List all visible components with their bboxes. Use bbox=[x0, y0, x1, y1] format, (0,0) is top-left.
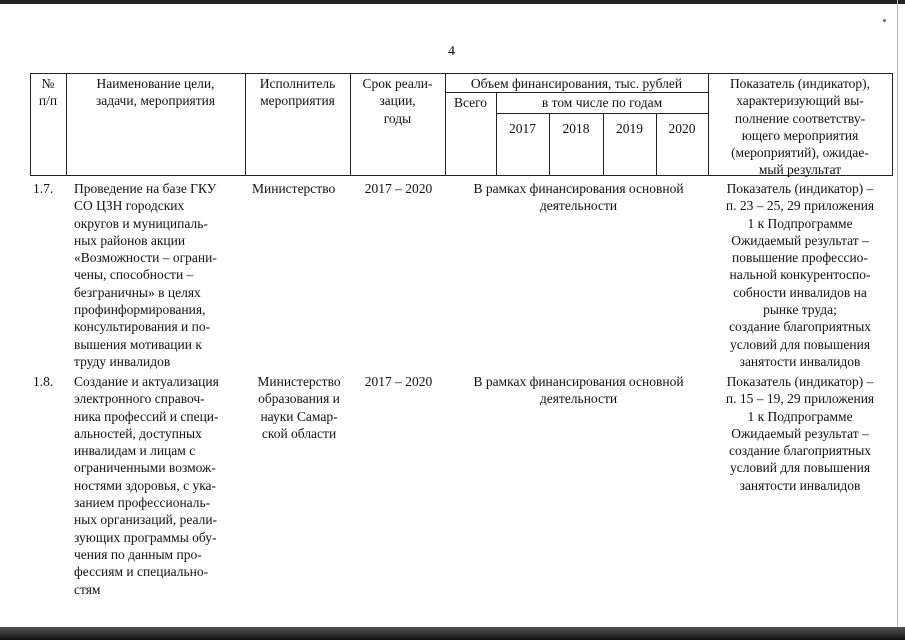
row-indicator: Показатель (индикатор) – п. 23 – 25, 29 приложения 1 к Подпрограмме Ожидаемый результат – повышение профессио- нальной конкурентоспо- собности инвалидов на рынке труда; создание благоприятных условий для повышения занятости инвалидов bbox=[725, 181, 875, 369]
header-total: Всего bbox=[453, 95, 488, 110]
row-name: Проведение на базе ГКУ СО ЦЗН городских округов и муниципаль- ных районов акции «Возможности – ограни- чены, способности – безграничны» в целях профинформирования, консультирования и по- вышения мотивации к труду инвалидов bbox=[74, 181, 217, 369]
header-name: Наименование цели, задачи, мероприятия bbox=[95, 76, 216, 109]
header-funding: Объем финансирования, тыс. рублей bbox=[470, 76, 683, 91]
row-name: Создание и актуализация электронного справоч- ника профессий и специ- альностей, доступных инвалидам и лицам с ограниченными возмож- ностями здоровья, с ука- занием профессиональ- ных организаций, реали- зующих программы обу- чения по данным про- фессиям и специально- стям bbox=[74, 374, 219, 597]
header-year-2019: 2019 bbox=[616, 121, 643, 136]
border-right bbox=[892, 73, 893, 176]
header-by-years: в том числе по годам bbox=[541, 95, 663, 110]
header-indicator: Показатель (индикатор), характеризующий вы- полнение соответству- ющего мероприятия (мероприятий), ожидае- мый результат bbox=[729, 76, 871, 178]
header-year-2018: 2018 bbox=[562, 121, 590, 136]
right-edge-line bbox=[897, 0, 898, 627]
years-sub-border bbox=[496, 113, 708, 114]
row-funding: В рамках финансирования основной деятельности bbox=[473, 374, 684, 407]
top-edge-line bbox=[0, 0, 905, 4]
row-funding: В рамках финансирования основной деятельности bbox=[473, 181, 684, 214]
row-no: 1.8. bbox=[33, 374, 54, 389]
bottom-scan-edge bbox=[0, 627, 905, 640]
row-term: 2017 – 2020 bbox=[364, 181, 433, 196]
row-executor: Министерство образования и науки Самар- ской области bbox=[257, 374, 341, 441]
header-no: № п/п bbox=[38, 76, 58, 109]
header-term: Срок реали- зации, годы bbox=[362, 76, 433, 126]
row-executor: Министерство bbox=[252, 181, 336, 196]
header-year-2017: 2017 bbox=[509, 121, 536, 136]
header-executor: Исполнитель мероприятия bbox=[259, 76, 336, 109]
row-no: 1.7. bbox=[33, 181, 54, 196]
row-term: 2017 – 2020 bbox=[364, 374, 433, 389]
table-top-border bbox=[30, 73, 892, 74]
page-number: 4 bbox=[448, 44, 455, 59]
row-indicator: Показатель (индикатор) – п. 15 – 19, 29 приложения 1 к Подпрограмме Ожидаемый результат – создание благоприятных условий для повышения занятости инвалидов bbox=[725, 374, 875, 493]
header-year-2020: 2020 bbox=[668, 121, 696, 136]
scan-speck bbox=[883, 19, 886, 22]
